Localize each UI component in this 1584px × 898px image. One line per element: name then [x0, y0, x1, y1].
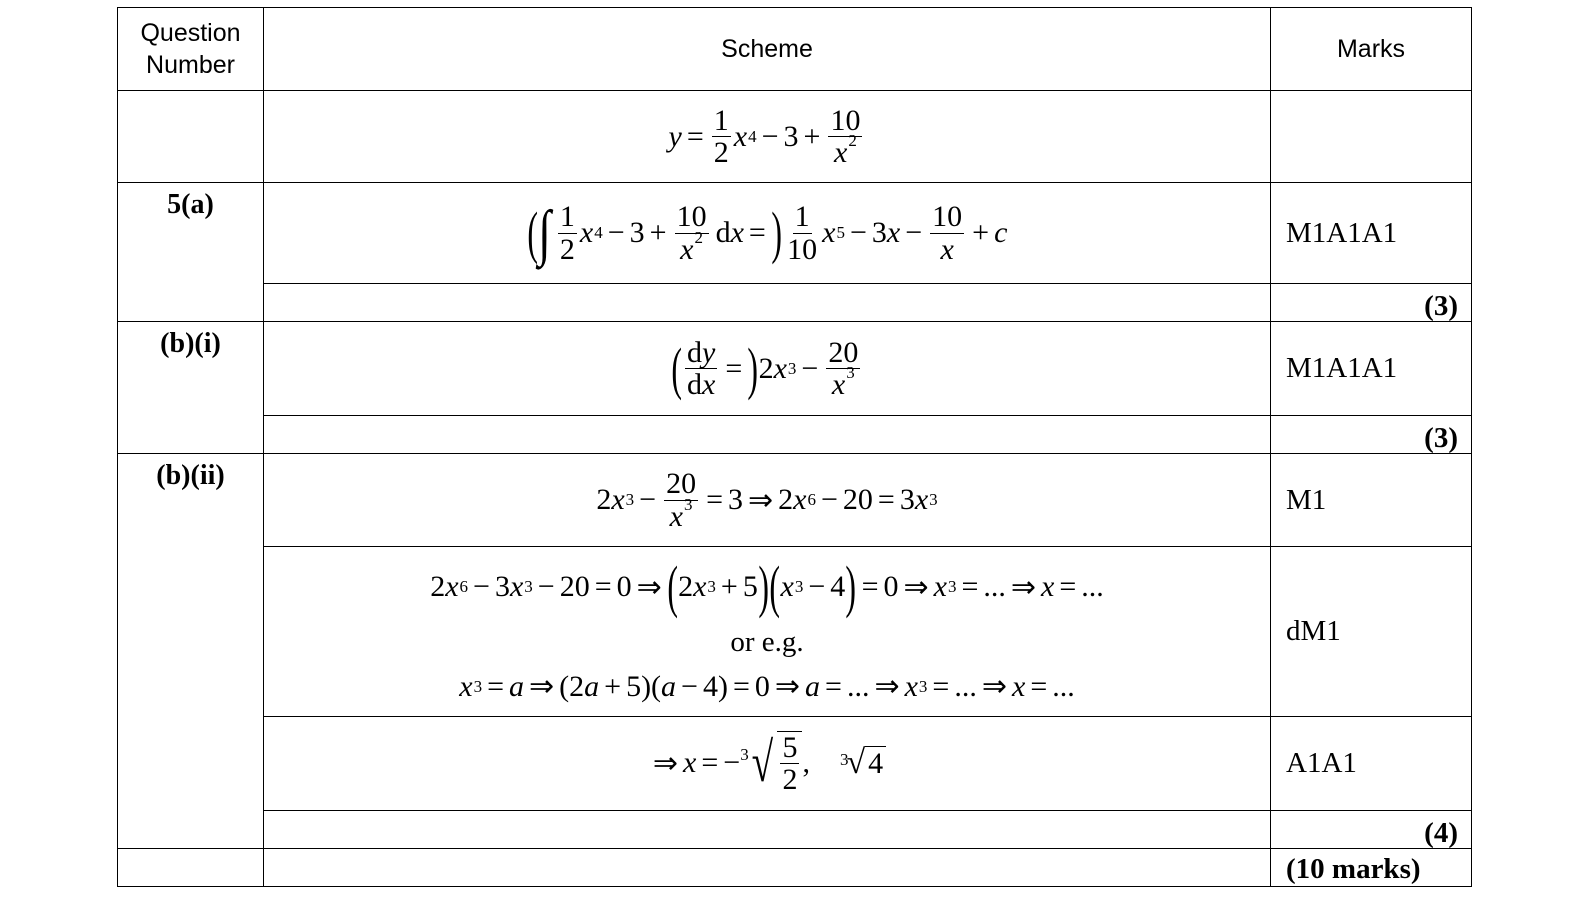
scheme-header: Scheme: [264, 8, 1271, 91]
given-equation: y = $\frac{1}{2}$ x 4 − 3 + $\frac{10}{x^2}$: [264, 91, 1271, 183]
or-eg-text: or e.g.: [730, 626, 804, 659]
grand-total: (10 marks): [1271, 848, 1472, 886]
q5a-total: (3): [1271, 284, 1472, 322]
qbii-scheme-1: 2 x 3 − $\frac{20}{x^3}$ = 3 ⇒ 2 x 6 − 20 = 3 x 3: [264, 454, 1271, 546]
q5a-total-row: [118, 284, 1472, 322]
qbi-label: (b)(i): [118, 322, 264, 454]
mark-scheme-table: [117, 7, 1472, 887]
qbii-row-1: [118, 454, 1472, 546]
given-row: [118, 91, 1472, 183]
qbi-total-row: [118, 416, 1472, 454]
question-number-header: Question Number: [118, 8, 264, 91]
qbii-scheme-2: 2 x 6 − 3 x 3 − 20 = 0 ⇒ ( 2 x 3 + 5 ) ( x 3 − 4 ) = 0 ⇒ x 3 = ... ⇒ x = ... or e.g. x 3 = a ⇒ (2 a + 5)( a − 4) = 0 ⇒ a = ... ⇒ x 3 = ... ⇒ x = ...: [264, 546, 1271, 716]
qbii-total: (4): [1271, 810, 1472, 848]
header-row: [118, 8, 1472, 91]
qbii-label: (b)(ii): [118, 454, 264, 848]
qbii-row-3: [118, 716, 1472, 810]
marks-header: Marks: [1271, 8, 1472, 91]
qbii-row-2: [118, 546, 1472, 716]
q5a-label: 5(a): [118, 183, 264, 322]
qbi-row: [118, 322, 1472, 416]
qbii-scheme-3: ⇒ x = − 3 √ $\frac{5}{2}$ , 3 √ 4: [264, 716, 1271, 810]
q5a-scheme: ( ∫ $\frac{1}{2}$ x 4 − 3 + $\frac{10}{x^2}$ d x = ) $\frac{1}{10}$ x 5 − 3 x − $\frac{10}{x}$ + c: [264, 183, 1271, 284]
q5a-row: [118, 183, 1472, 284]
qbii-marks-1: M1: [1271, 454, 1472, 546]
qbi-marks: M1A1A1: [1271, 322, 1472, 416]
grand-total-row: [118, 848, 1472, 886]
qbii-marks-3: A1A1: [1271, 716, 1472, 810]
q5a-marks: M1A1A1: [1271, 183, 1472, 284]
qbii-total-row: [118, 810, 1472, 848]
qbi-total: (3): [1271, 416, 1472, 454]
qbii-marks-2: dM1: [1271, 546, 1472, 716]
qbi-scheme: ( $\frac{dy}{dx}$ = ) 2 x 3 − $\frac{20}{x^3}$: [264, 322, 1271, 416]
